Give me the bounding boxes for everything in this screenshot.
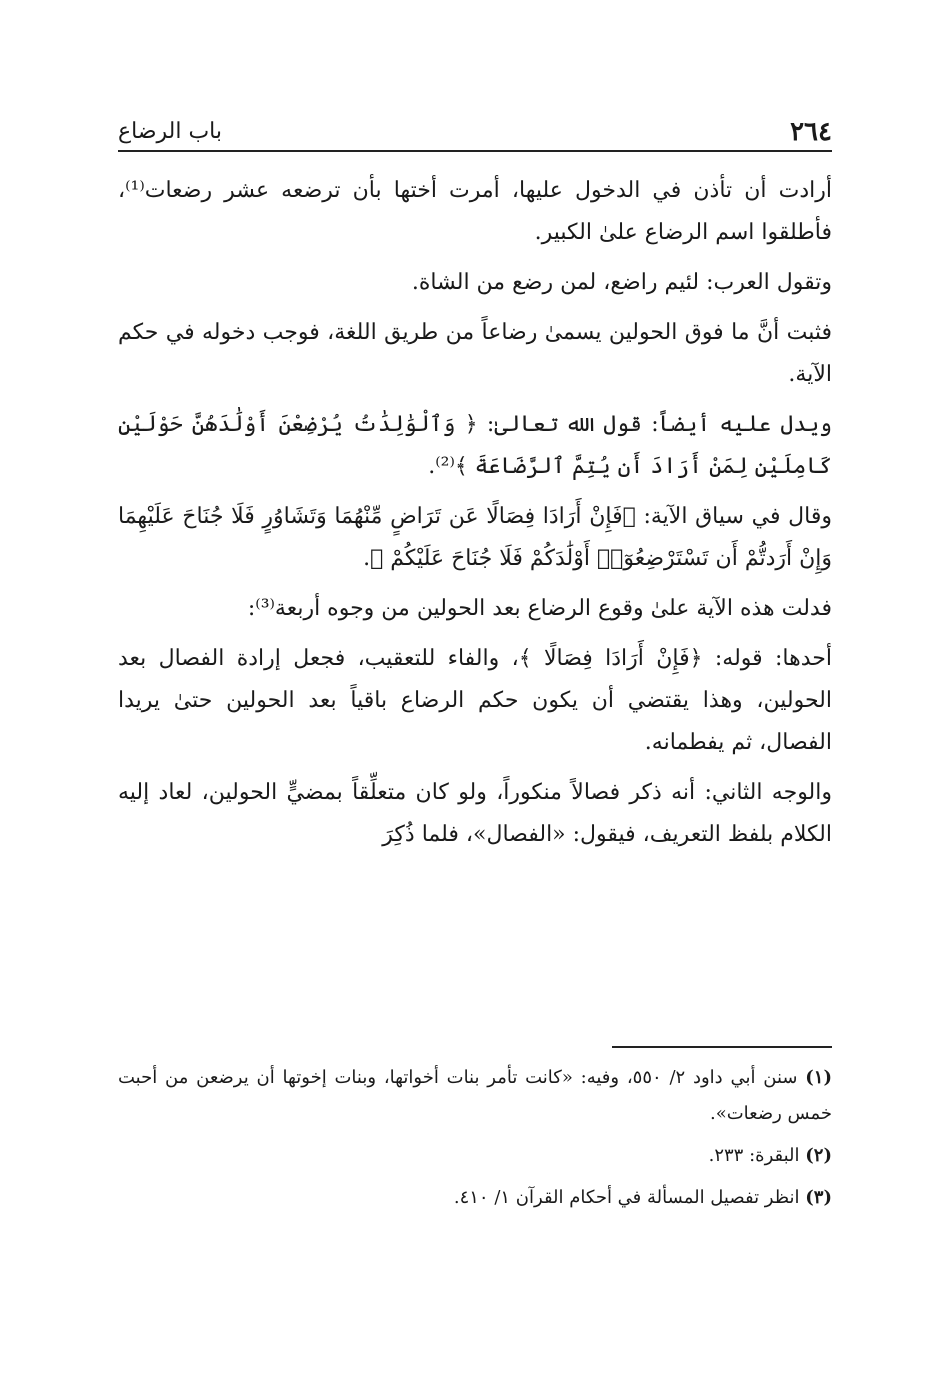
- paragraph: فدلت هذه الآية علىٰ وقوع الرضاع بعد الحولين من وجوه أربعة⁽³⁾:: [247, 596, 832, 621]
- footnote-text: انظر تفصيل المسألة في أحكام القرآن ١/ ٤١٠.: [453, 1187, 800, 1208]
- paragraph: والوجه الثاني: أنه ذكر فصالاً منكوراً، ولو كان متعلِّقاً بمضيٍّ الحولين، لعاد إليه الكلام بلفظ التعريف، فيقول: «الفصال»، فلما ذُكِرَ: [118, 780, 832, 847]
- footnote-number: (٢): [805, 1145, 832, 1166]
- footnote-number: (٣): [805, 1187, 832, 1208]
- body-text: [118, 170, 832, 864]
- running-title: باب الرضاع: [118, 119, 222, 144]
- paragraph: فثبت أنَّ ما فوق الحولين يسمىٰ رضاعاً من طريق اللغة، فوجب دخوله في حكم الآية.: [118, 320, 832, 387]
- footnote-text: سنن أبي داود ٢/ ٥٥٠، وفيه: «كانت تأمر بنات أخواتها، وبنات إخوتها أن يرضعن من أحبت خمس رضعات».: [118, 1067, 832, 1124]
- footnote: [118, 1138, 832, 1174]
- header-divider: [118, 150, 832, 152]
- page-header: [118, 108, 832, 148]
- footnote-number: (١): [805, 1067, 832, 1088]
- paragraph: وتقول العرب: لئيم راضع، لمن رضع من الشاة.: [411, 270, 832, 295]
- footnote-divider: [612, 1046, 832, 1048]
- page-number: ٢٦٤: [790, 117, 832, 147]
- footnote: [118, 1180, 832, 1216]
- paragraph: وقال في سياق الآية: ﴿فَإِنْ أَرَادَا فِصَالًا عَن تَرَاضٍ مِّنْهُمَا وَتَشَاوُرٍ فَلَا جُنَاحَ عَلَيْهِمَا وَإِنْ أَرَدتُّمْ أَن تَسْتَرْضِعُوٓا۟ أَوْلَٰدَكُمْ فَلَا جُنَاحَ عَلَيْكُمْ ﴾.: [118, 504, 832, 571]
- footnotes: [118, 1060, 832, 1222]
- footnote-text: البقرة: ٢٣٣.: [708, 1145, 800, 1166]
- paragraph: أحدها: قوله: ﴿فَإِنْ أَرَادَا فِصَالًا ﴾، والفاء للتعقيب، فجعل إرادة الفصال بعد الحولين، وهذا يقتضي أن يكون حكم الرضاع باقياً بعد الحولين حتىٰ يريدا الفصال، ثم يفطمانه.: [118, 646, 832, 755]
- footnote: [118, 1060, 832, 1132]
- paragraph: ويدل عليه أيضاً: قول الله تعالىٰ: ﴿ وَٱلْوَٰلِدَٰتُ يُرْضِعْنَ أَوْلَٰدَهُنَّ حَوْلَيْنِ كَامِلَيْنِ لِمَنْ أَرَادَ أَن يُتِمَّ ٱلرَّضَاعَةَ ﴾⁽²⁾.: [118, 412, 832, 479]
- document-page: [118, 0, 832, 1382]
- paragraph: أرادت أن تأذن في الدخول عليها، أمرت أختها بأن ترضعه عشر رضعات⁽¹⁾، فأطلقوا اسم الرضاع علىٰ الكبير.: [118, 178, 832, 245]
